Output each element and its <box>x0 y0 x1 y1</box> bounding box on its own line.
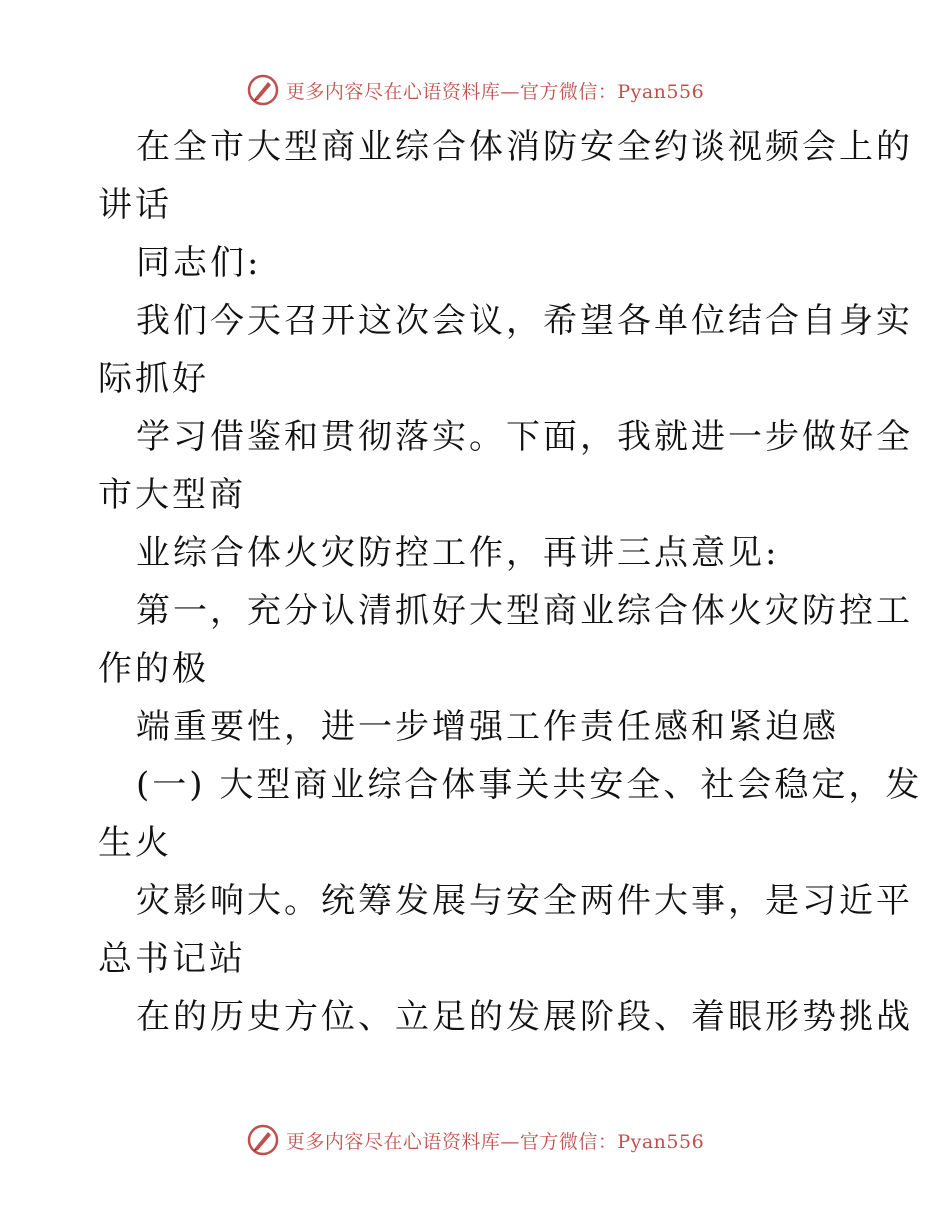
document-line: 学习借鉴和贯彻落实。下面，我就进一步做好全 <box>136 417 913 457</box>
document-line: 端重要性，进一步增强工作责任感和紧迫感 <box>136 707 839 747</box>
document-line: 市大型商 <box>98 475 246 515</box>
document-line: 在的历史方位、立足的发展阶段、着眼形势挑战 <box>136 997 913 1037</box>
document-line: 在全市大型商业综合体消防安全约谈视频会上的 <box>136 127 913 167</box>
document-line: 作的极 <box>98 649 209 689</box>
footer-banner-text: 更多内容尽在心语资料库—官方微信：Pyan556 <box>285 1130 705 1153</box>
header-banner <box>0 72 950 108</box>
document-line: 生火 <box>98 823 172 863</box>
document-body <box>98 118 923 1046</box>
document-line: 灾影响大。统筹发展与安全两件大事，是习近平 <box>136 881 913 921</box>
quill-seal-icon <box>246 73 280 107</box>
document-line: 总书记站 <box>98 939 246 979</box>
document-line: 第一，充分认清抓好大型商业综合体火灾防控工 <box>136 591 913 631</box>
quill-seal-icon <box>246 1123 280 1157</box>
document-line: 我们今天召开这次会议，希望各单位结合自身实 <box>136 301 913 341</box>
footer-banner <box>0 1122 950 1158</box>
document-line: 讲话 <box>98 185 172 225</box>
document-line: 业综合体火灾防控工作，再讲三点意见: <box>136 533 780 573</box>
document-line: 际抓好 <box>98 359 209 399</box>
document-line: (一) 大型商业综合体事关共安全、社会稳定，发 <box>136 765 923 805</box>
header-banner-text: 更多内容尽在心语资料库—官方微信：Pyan556 <box>285 80 705 103</box>
document-line: 同志们: <box>136 243 262 283</box>
